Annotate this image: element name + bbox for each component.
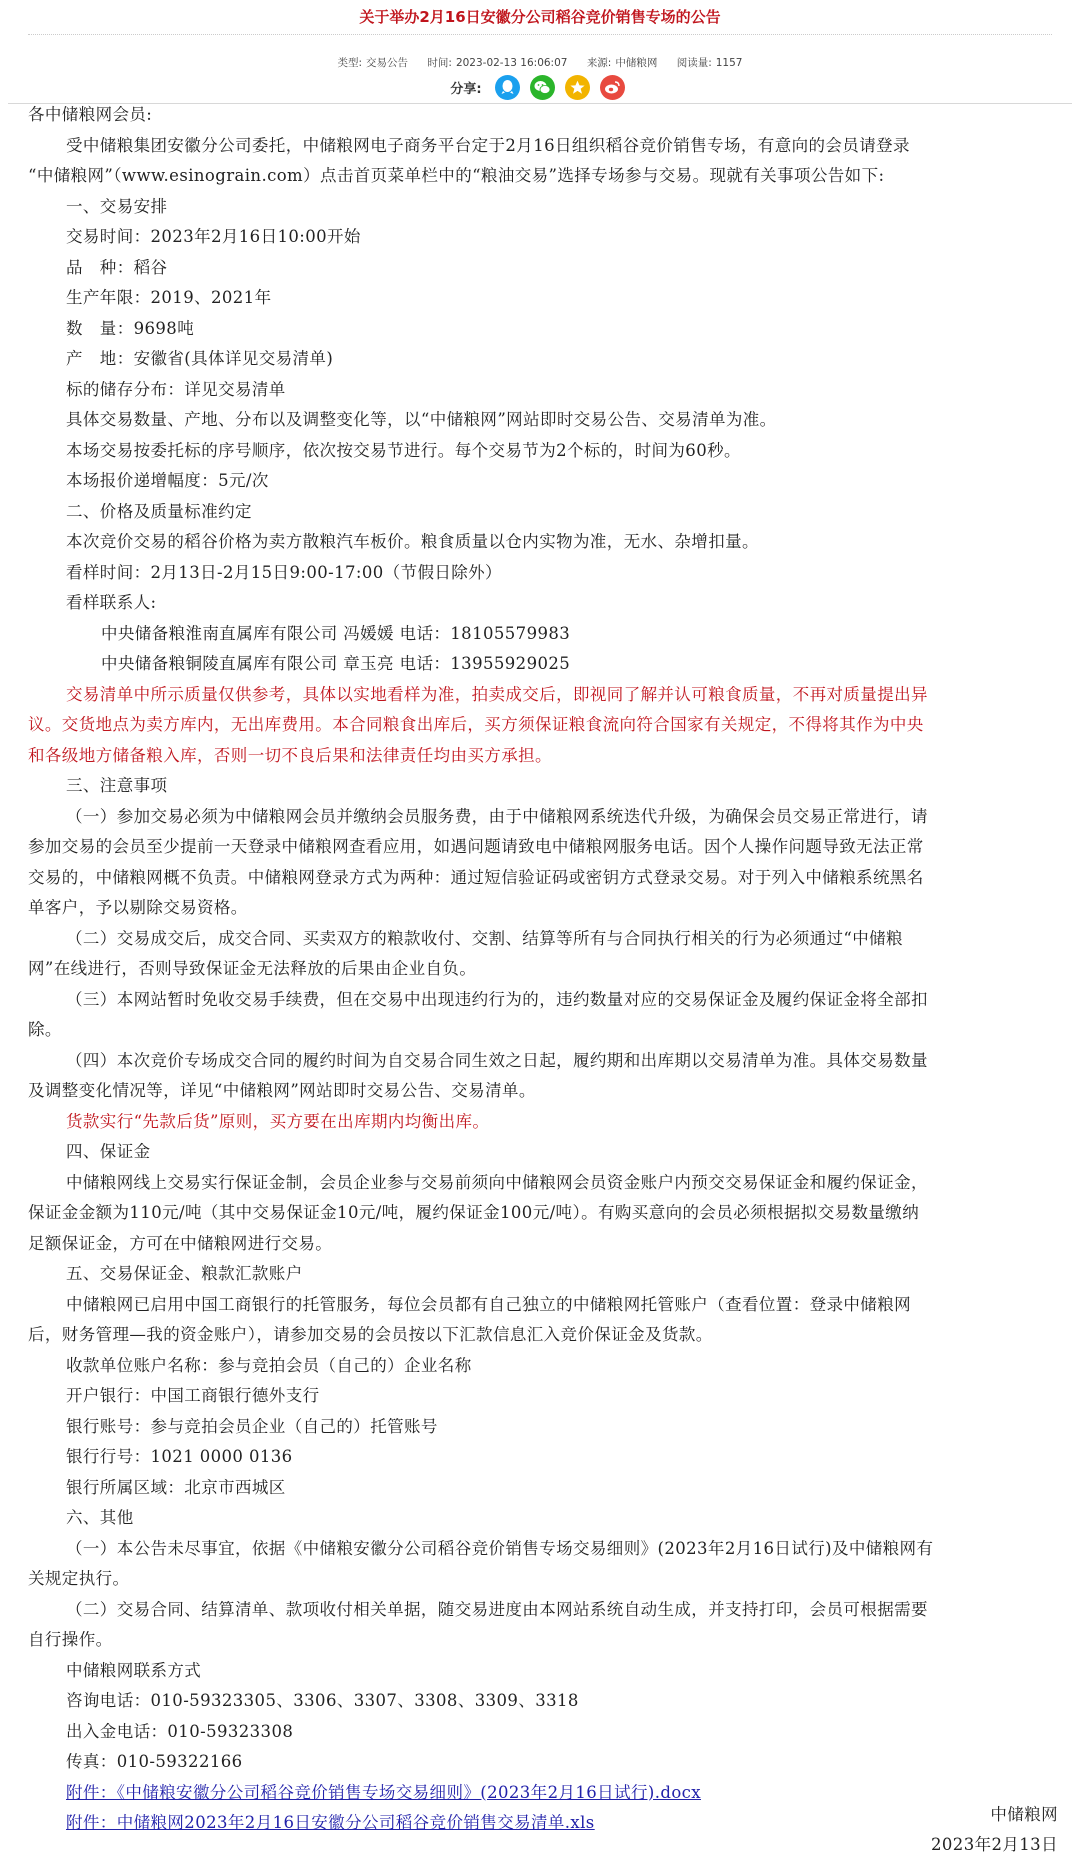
body-line: （二）交易合同、结算清单、款项收付相关单据，随交易进度由本网站系统自动生成，并支持打印，会员可根据需要 xyxy=(66,1599,928,1619)
body-line: 银行所属区域：北京市西城区 xyxy=(66,1477,286,1497)
signature-date: 2023年2月13日 xyxy=(931,1835,1058,1854)
body-line: 数 量：9698吨 xyxy=(66,318,195,338)
body-line: 五、交易保证金、粮款汇款账户 xyxy=(66,1264,303,1283)
body-line: 本场报价递增幅度：5元/次 xyxy=(66,471,269,490)
views-value: 1157 xyxy=(715,57,743,69)
body-line: 六、其他 xyxy=(66,1508,134,1527)
announcement-body xyxy=(28,100,1056,1839)
body-line: 品 种：稻谷 xyxy=(66,257,168,277)
body-line: 出入金电话：010-59323308 xyxy=(66,1721,294,1741)
body-line: 咨询电话：010-59323305、3306、3307、3308、3309、3318 xyxy=(66,1691,579,1710)
share-label: 分享: xyxy=(450,81,482,97)
body-line: “中储粮网”（www.esinograin.com）点击首页菜单栏中的“粮油交易”选择专场参与交易。现就有关事项公告如下: xyxy=(28,166,885,185)
body-line: 生产年限：2019、2021年 xyxy=(66,288,272,307)
qzone-icon[interactable] xyxy=(565,75,590,100)
time-value: 2023-02-13 16:06:07 xyxy=(455,57,568,69)
body-line: 银行账号：参与竞拍会员企业（自己的）托管账号 xyxy=(66,1416,438,1436)
source-value: 中储粮网 xyxy=(615,57,658,69)
attachment-link[interactable]: 附件：中储粮网2023年2月16日安徽分公司稻谷竞价销售交易清单.xls xyxy=(66,1813,595,1832)
body-line: 议。交货地点为卖方库内，无出库费用。本合同粮食出库后，买方须保证粮食流向符合国家有关规定，不得将其作为中央 xyxy=(28,715,924,734)
body-line: 足额保证金，方可在中储粮网进行交易。 xyxy=(28,1233,333,1253)
body-line: 中央储备粮淮南直属库有限公司 冯媛媛 电话：18105579983 xyxy=(101,623,571,643)
type-value: 交易公告 xyxy=(366,57,409,69)
meta-bar xyxy=(0,55,1080,70)
views-label: 阅读量: xyxy=(676,57,712,69)
body-line: 交易清单中所示质量仅供参考，具体以实地看样为准，拍卖成交后，即视同了解并认可粮食质量，不再对质量提出异 xyxy=(66,684,928,704)
body-line: 保证金金额为110元/吨（其中交易保证金10元/吨，履约保证金100元/吨）。有购买意向的会员必须根据拟交易数量缴纳 xyxy=(28,1203,920,1222)
body-line: （三）本网站暂时免收交易手续费，但在交易中出现违约行为的，违约数量对应的交易保证金及履约保证金将全部扣 xyxy=(66,989,928,1009)
body-line: 受中储粮集团安徽分公司委托，中储粮网电子商务平台定于2月16日组织稻谷竞价销售专场，有意向的会员请登录 xyxy=(66,135,910,155)
body-line: 参加交易的会员至少提前一天登录中储粮网查看应用，如遇问题请致电中储粮网服务电话。因个人操作问题导致无法正常 xyxy=(28,837,924,856)
body-line: 看样时间：2月13日-2月15日9:00-17:00（节假日除外） xyxy=(66,562,502,582)
body-line: 本场交易按委托标的序号顺序，依次按交易节进行。每个交易节为2个标的，时间为60秒。 xyxy=(66,440,741,460)
attachment-link[interactable]: 附件：《中储粮安徽分公司稻谷竞价销售专场交易细则》(2023年2月16日试行).docx xyxy=(66,1782,701,1802)
body-line: 四、保证金 xyxy=(66,1142,151,1161)
body-line: 一、交易安排 xyxy=(66,196,168,216)
body-line: 开户银行：中国工商银行德外支行 xyxy=(66,1386,320,1405)
body-line: 除。 xyxy=(28,1020,62,1039)
body-line: 单客户，予以剔除交易资格。 xyxy=(28,898,248,917)
body-line: 收款单位账户名称：参与竞拍会员（自己的）企业名称 xyxy=(66,1355,472,1375)
body-line: 交易的，中储粮网概不负责。中储粮网登录方式为两种：通过短信验证码或密钥方式登录交易。对于列入中储粮系统黑名 xyxy=(28,867,924,887)
body-line: 关规定执行。 xyxy=(28,1569,130,1588)
signature xyxy=(931,1800,1058,1860)
body-line: （四）本次竞价专场成交合同的履约时间为自交易合同生效之日起，履约期和出库期以交易清单为准。具体交易数量 xyxy=(66,1050,928,1070)
page-title: 关于举办2月16日安徽分公司稻谷竞价销售专场的公告 xyxy=(359,8,721,26)
body-line: 货款实行“先款后货”原则，买方要在出库期内均衡出库。 xyxy=(66,1111,490,1131)
body-line: （二）交易成交后，成交合同、买卖双方的粮款收付、交割、结算等所有与合同执行相关的行为必须通过“中储粮 xyxy=(66,928,903,948)
body-line: 中央储备粮铜陵直属库有限公司 章玉亮 电话：13955929025 xyxy=(101,654,571,673)
body-line: 中储粮网已启用中国工商银行的托管服务，每位会员都有自己独立的中储粮网托管账户（查看位置：登录中储粮网 xyxy=(66,1294,911,1314)
body-line: 本次竞价交易的稻谷价格为卖方散粮汽车板价。粮食质量以仓内实物为准，无水、杂增扣量。 xyxy=(66,532,759,551)
body-line: 和各级地方储备粮入库，否则一切不良后果和法律责任均由买方承担。 xyxy=(28,745,552,765)
body-line: 中储粮网联系方式 xyxy=(66,1660,202,1680)
body-line: 传真：010-59322166 xyxy=(66,1752,243,1771)
share-bar xyxy=(0,72,1080,102)
body-line: 交易时间：2023年2月16日10:00开始 xyxy=(66,227,361,246)
body-line: 二、价格及质量标准约定 xyxy=(66,501,252,521)
body-line: 三、注意事项 xyxy=(66,776,168,795)
body-line: 后，财务管理—我的资金账户），请参加交易的会员按以下汇款信息汇入竞价保证金及货款。 xyxy=(28,1325,713,1344)
wechat-icon[interactable] xyxy=(530,75,555,100)
body-line: 标的储存分布：详见交易清单 xyxy=(66,379,286,399)
body-line: （一）本公告未尽事宜，依据《中储粮安徽分公司稻谷竞价销售专场交易细则》(2023年2月16日试行)及中储粮网有 xyxy=(66,1538,934,1558)
body-line: 产 地：安徽省(具体详见交易清单) xyxy=(66,349,334,368)
body-line: 及调整变化情况等，详见“中储粮网”网站即时交易公告、交易清单。 xyxy=(28,1081,536,1100)
qq-icon[interactable] xyxy=(495,75,520,100)
body-line: 看样联系人: xyxy=(66,593,157,612)
body-line: 各中储粮网会员: xyxy=(28,105,153,124)
type-label: 类型: xyxy=(337,57,363,69)
body-line: 中储粮网线上交易实行保证金制，会员企业参与交易前须向中储粮网会员资金账户内预交交易保证金和履约保证金， xyxy=(66,1172,928,1192)
body-line: 自行操作。 xyxy=(28,1630,113,1649)
body-line: 具体交易数量、产地、分布以及调整变化等，以“中储粮网”网站即时交易公告、交易清单为准。 xyxy=(66,410,777,429)
body-line: 银行行号：1021 0000 0136 xyxy=(66,1447,293,1466)
body-line: 网”在线进行，否则导致保证金无法释放的后果由企业自负。 xyxy=(28,959,477,978)
time-label: 时间: xyxy=(427,57,452,69)
title-divider xyxy=(28,34,1052,35)
signature-org: 中储粮网 xyxy=(990,1805,1058,1824)
source-label: 来源: xyxy=(586,57,612,69)
body-line: （一）参加交易必须为中储粮网会员并缴纳会员服务费，由于中储粮网系统迭代升级，为确保会员交易正常进行，请 xyxy=(66,806,928,826)
weibo-icon[interactable] xyxy=(600,75,625,100)
